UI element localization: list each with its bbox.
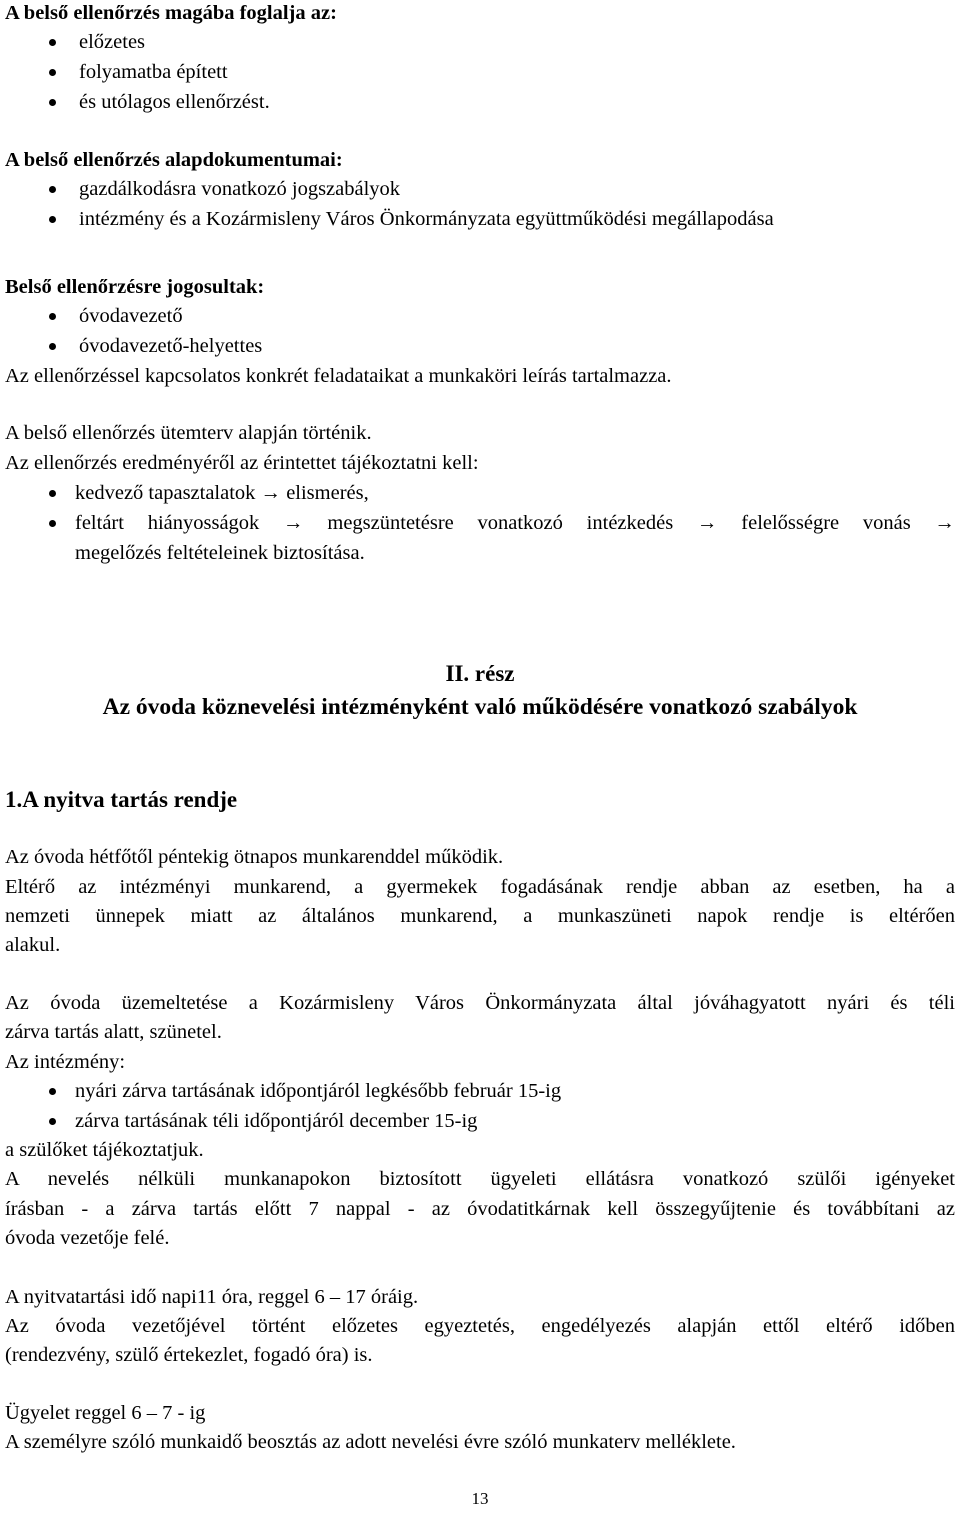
paragraph: alakul. <box>5 934 61 956</box>
part-subtitle: Az óvoda köznevelési intézményként való működésére vonatkozó szabályok <box>102 694 858 720</box>
list-item-continuation: megelőzés feltételeinek biztosítása. <box>75 542 365 564</box>
bullet-icon <box>49 99 56 106</box>
list-item: folyamatba épített <box>79 61 228 83</box>
bullet-icon <box>49 343 56 350</box>
arrow-right-icon: → <box>260 482 282 504</box>
bullet-icon <box>49 313 56 320</box>
bullet-icon <box>49 1118 56 1125</box>
list-item: előzetes <box>79 31 146 53</box>
paragraph: Az óvoda hétfőtől péntekig ötnapos munkarenddel működik. <box>5 846 504 868</box>
paragraph: Ügyelet reggel 6 – 7 - ig <box>5 1402 206 1424</box>
bullet-icon <box>49 39 56 46</box>
list-item: nyári zárva tartásának időpontjáról legkésőbb február 15-ig <box>75 1080 562 1102</box>
paragraph: Eltérő az intézményi munkarend, a gyermekek fogadásának rendje abban az esetben, ha a <box>5 876 955 898</box>
section-heading-ellenorzes: A belső ellenőrzés magába foglalja az: <box>5 2 337 24</box>
bullet-icon <box>49 216 56 223</box>
list-item-text: felelősségre vonás <box>741 512 911 534</box>
list-item-text: elismerés, <box>286 482 369 504</box>
list-item: zárva tartásának téli időpontjáról december 15-ig <box>75 1110 478 1132</box>
arrow-right-icon: → <box>934 512 956 534</box>
list-item: óvodavezető-helyettes <box>79 335 263 357</box>
arrow-right-icon: → <box>696 512 718 534</box>
paragraph: A személyre szóló munkaidő beosztás az adott nevelési évre szóló munkaterv melléklete. <box>5 1431 736 1453</box>
bullet-icon <box>49 490 56 497</box>
paragraph: Az ellenőrzéssel kapcsolatos konkrét feladataikat a munkaköri leírás tartalmazza. <box>5 365 672 387</box>
bullet-icon <box>49 1088 56 1095</box>
bullet-icon <box>49 69 56 76</box>
paragraph: (rendezvény, szülő értekezlet, fogadó óra) is. <box>5 1344 373 1366</box>
paragraph: Az óvoda üzemeltetése a Kozármisleny Város Önkormányzata által jóváhagyatott nyári és téli <box>5 992 955 1014</box>
list-item: és utólagos ellenőrzést. <box>79 91 270 113</box>
part-title: II. rész <box>445 661 515 686</box>
list-item: óvodavezető <box>79 305 183 327</box>
list-item-text: megszüntetésre vonatkozó intézkedés <box>327 512 674 534</box>
list-item: intézmény és a Kozármisleny Város Önkormányzata együttműködési megállapodása <box>79 208 774 230</box>
list-item: gazdálkodásra vonatkozó jogszabályok <box>79 178 401 200</box>
section-heading-jogosultak: Belső ellenőrzésre jogosultak: <box>5 276 265 298</box>
paragraph: a szülőket tájékoztatjuk. <box>5 1139 204 1161</box>
paragraph: zárva tartás alatt, szünetel. <box>5 1021 222 1043</box>
paragraph: Az ellenőrzés eredményéről az érintettet tájékoztatni kell: <box>5 452 479 474</box>
paragraph: A belső ellenőrzés ütemterv alapján történik. <box>5 422 372 444</box>
paragraph: óvoda vezetője felé. <box>5 1227 170 1249</box>
list-item <box>75 480 369 506</box>
section-heading-nyitva-tartas: 1.A nyitva tartás rendje <box>5 787 238 812</box>
paragraph: írásban - a zárva tartás előtt 7 nappal - az óvodatitkárnak kell összegyűjtenie és továbbítani az <box>5 1198 955 1220</box>
paragraph: A nyitvatartási idő napi11 óra, reggel 6 – 17 óráig. <box>5 1286 419 1308</box>
paragraph: nemzeti ünnepek miatt az általános munkarend, a munkaszüneti napok rendje is eltérően <box>5 905 955 927</box>
arrow-right-icon: → <box>283 512 304 534</box>
page-number: 13 <box>471 1489 489 1508</box>
section-heading-alapdokumentumok: A belső ellenőrzés alapdokumentumai: <box>5 149 343 171</box>
list-item-text: feltárt hiányosságok <box>75 512 260 534</box>
paragraph: A nevelés nélküli munkanapokon biztosított ügyeleti ellátásra vonatkozó szülői igényeket <box>5 1168 955 1190</box>
paragraph: Az intézmény: <box>5 1051 126 1073</box>
bullet-icon <box>49 520 56 527</box>
bullet-icon <box>49 186 56 193</box>
list-item-text: kedvező tapasztalatok <box>75 482 256 504</box>
paragraph: Az óvoda vezetőjével történt előzetes egyeztetés, engedélyezés alapján ettől eltérő időben <box>5 1315 955 1337</box>
list-item <box>75 510 955 536</box>
